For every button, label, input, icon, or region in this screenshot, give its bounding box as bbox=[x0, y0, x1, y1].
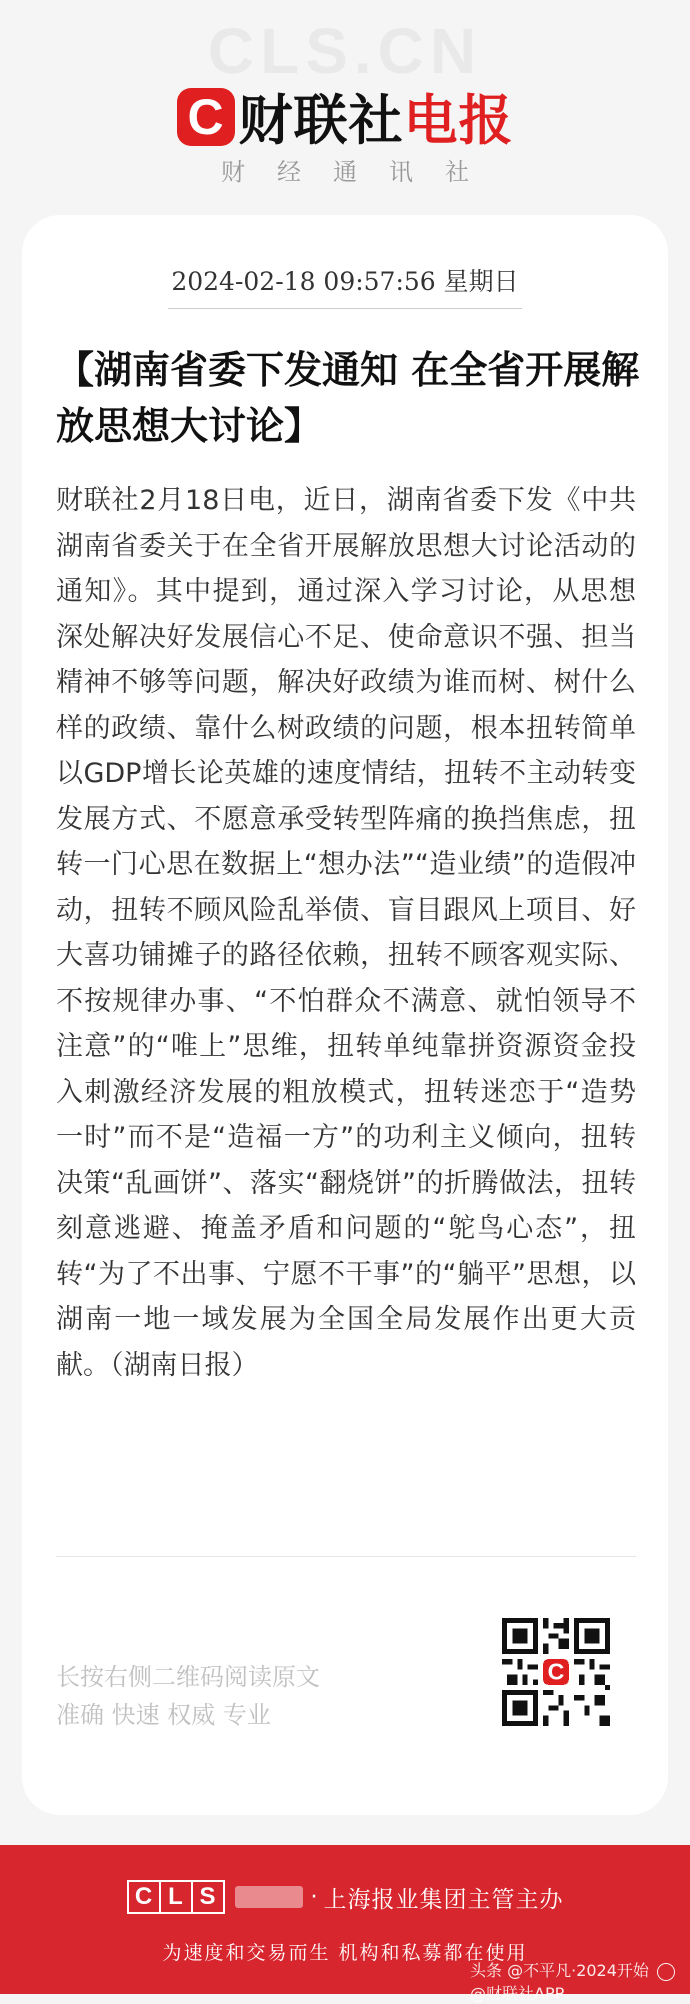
cls-letter: C bbox=[129, 1882, 161, 1912]
qr-hint-line2: 准确 快速 权威 专业 bbox=[56, 1701, 271, 1729]
svg-text:C: C bbox=[547, 1658, 565, 1685]
qr-hint bbox=[56, 1658, 320, 1734]
qr-hint-line1: 长按右侧二维码阅读原文 bbox=[56, 1663, 320, 1691]
footer-divider bbox=[56, 1556, 636, 1557]
credit-source: @财联社APP bbox=[470, 1984, 565, 2003]
article-body: 财联社2月18日电，近日，湖南省委下发《中共湖南省委关于在全省开展解放思想大讨论活动的通知》。其中提到，通过深入学习讨论，从思想深处解决好发展信心不足、使命意识不强、担当精神不够等问题，解决好政绩为谁而树、树什么样的政绩、靠什么树政绩的问题，根本扭转简单以GDP增长论英雄的速度情结，扭转不主动转变发展方式、不愿意承受转型阵痛的换挡焦虑，扭转一门心思在数据上“想办法”“造业绩”的造假冲动，扭转不顾风险乱举债、盲目跟风上项目、好大喜功铺摊子的路径依赖，扭转不顾客观实际、不按规律办事、“不怕群众不满意、就怕领导不注意”的“唯上”思维，扭转单纯靠拼资源资金投入刺激经济发展的粗放模式，扭转迷恋于“造势一时”而不是“造福一方”的功利主义倾向，扭转决策“乱画饼”、落实“翻烧饼”的折腾做法，扭转刻意逃避、掩盖矛盾和问题的“鸵鸟心态”，扭转“为了不出事、宁愿不干事”的“躺平”思想，以湖南一地一域发展为全国全局发展作出更大贡献。（湖南日报） bbox=[56, 485, 636, 1381]
credit-user: @不平凡·2024开始 bbox=[507, 1961, 649, 1980]
organization-text: 上海报业集团主管主办 bbox=[323, 1886, 564, 1913]
qr-code-icon[interactable] bbox=[502, 1618, 610, 1726]
banner-org-row bbox=[0, 1880, 690, 1914]
cls-letter: S bbox=[199, 1883, 216, 1910]
logo-name bbox=[239, 78, 514, 155]
article-title: 【湖南省委下发通知 在全省开展解放思想大讨论】 bbox=[56, 348, 640, 448]
watermark: CLS.CN bbox=[207, 15, 483, 87]
logo-name-black: 财联社 bbox=[238, 89, 404, 152]
credit-prefix: 头条 bbox=[470, 1961, 503, 1980]
logo-mark-icon: C bbox=[177, 88, 235, 146]
source-credit bbox=[470, 1958, 690, 2004]
credit-icon bbox=[657, 1963, 675, 1981]
logo bbox=[0, 78, 690, 155]
tagline: 财经通讯社 bbox=[221, 158, 501, 186]
banner-slogan: 为速度和交易而生 机构和私募都在使用 bbox=[162, 1942, 528, 1964]
publish-datetime: 2024-02-18 09:57:56 星期日 bbox=[171, 267, 519, 296]
logo-name-red: 电报 bbox=[403, 89, 514, 152]
cls-letter: L bbox=[161, 1882, 193, 1912]
datetime-rule bbox=[168, 308, 522, 309]
cls-logo bbox=[127, 1880, 225, 1914]
blurred-logo bbox=[235, 1886, 303, 1908]
separator-dot: · bbox=[310, 1884, 318, 1910]
